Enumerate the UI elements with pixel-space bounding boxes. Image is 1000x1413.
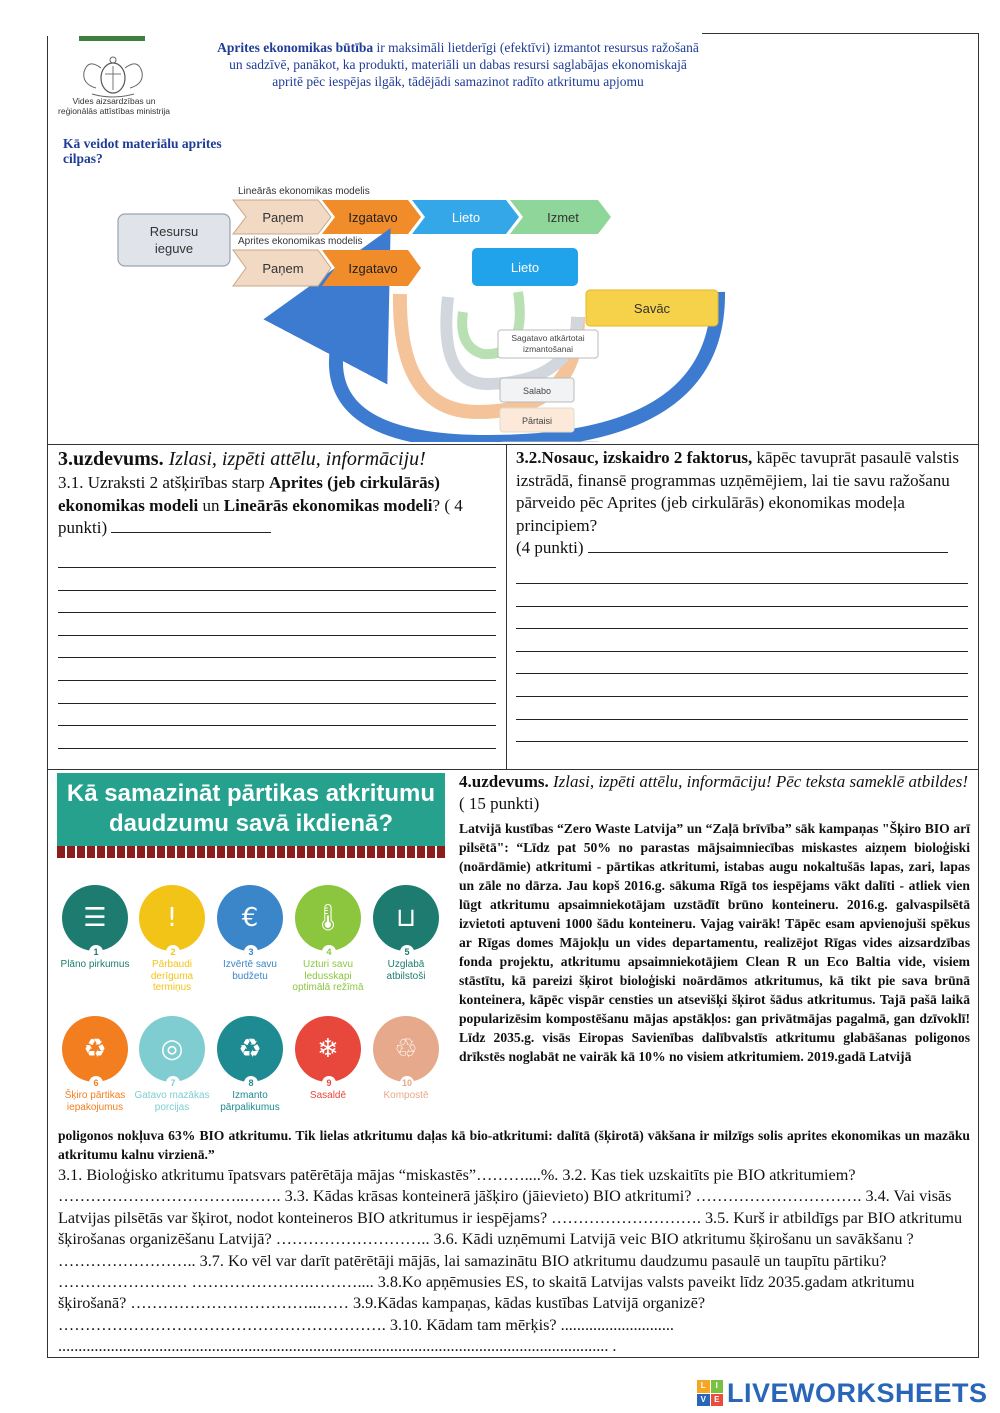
circular-use-label: Lieto: [510, 260, 540, 275]
resource-label-1: Resursu: [149, 224, 199, 239]
loop-reuse-label-2: izmantošanai: [522, 344, 574, 354]
loop-remake-label: Pārtaisi: [521, 416, 553, 426]
loop-repair-label: Salabo: [522, 386, 552, 396]
task-3-1-column: [48, 445, 507, 770]
tip-tile: [212, 885, 288, 982]
tip-tile: [368, 1016, 444, 1102]
q31-part-a: 3.1. Uzraksti 2 atšķirības starp: [58, 473, 265, 492]
answer-3-2-lines: [516, 562, 968, 743]
tip-number: 6: [89, 1076, 103, 1090]
answer-line[interactable]: [58, 546, 496, 569]
answer-line[interactable]: [516, 697, 968, 720]
circular-collect-label: Savāc: [633, 301, 671, 316]
tip-number: 5: [400, 945, 414, 959]
infographic-stripe: [57, 846, 445, 858]
q31-and: un: [202, 495, 220, 515]
answer-line[interactable]: [516, 562, 968, 585]
checklist-icon: ☰ 1: [62, 885, 128, 951]
tip-number: 10: [401, 1078, 412, 1088]
tip-label: Uzglabā atbilstoši: [386, 959, 426, 982]
q32-points: (4 punkti): [516, 538, 584, 557]
tip-label: Pārbaudi derīguma termiņus: [150, 959, 194, 993]
question-3-1: [58, 472, 496, 540]
thermometer-icon: 🌡 4: [295, 885, 361, 951]
snowflake-icon: ❄ 9: [295, 1016, 361, 1082]
tip-label: Izvērtē savu budžetu: [223, 959, 277, 982]
task-4-points: ( 15 punkti): [459, 794, 540, 813]
logo-cell: I: [711, 1380, 724, 1393]
intro-text: [213, 39, 703, 90]
tip-number: 9: [322, 1076, 336, 1090]
task-4-questions[interactable]: 3.1. Bioloģisko atkritumu īpatsvars patērētāja mājas “miskastēs”………....%. 3.2. Kas tiek uzskaitīts pie BIO atkritumiem? ……………………………..……. 3.3. Kādas krāsas konteinerā jāšķiro (jāievieto) BIO atkritumi? …………………………. 3.4. Vai visās Latvijas pilsētās var šķirot, nodot konteineros BIO atkritumus ir iespējams? ………………………. 3.5. Kurš ir atbildīgs par BIO atkritumu šķirošanas organizēšanu Latvijā? ……………………….. 3.6. Kādi uzņēmumi Latvijā veic BIO atkritumu šķirošanu un savākšanu ? …………………….. 3.7. Ko vēl var darīt patērētāji mājās, lai samazinātu BIO atkritumu daudzumu pasaulē un taupītu pārtiku? …………………… ………………….……….... 3.8.Ko apņēmusies ES, to skaitā Latvijas valsts paveikt līdz 2035.gadam atkritumu šķirošanā? ……………………………..…… 3.9.Kādas kampaņas, kādas kustības Latvijā organizē? ……………………………………………………. 3.10. Kādam tam mērķis? ............................ ........................................................................................................................................ .: [58, 1166, 963, 1356]
coat-of-arms-icon: [78, 54, 148, 98]
resource-box: [118, 214, 230, 266]
tip-label: Plāno pirkumus: [60, 959, 130, 970]
tip-tile: [134, 885, 210, 994]
food-waste-infographic: [57, 773, 445, 1123]
tip-tile: [57, 1016, 133, 1113]
tip-tile: [212, 1016, 288, 1113]
task-4-section: [48, 771, 978, 1359]
tip-tile: [290, 885, 366, 994]
linear-take-label: Paņem: [262, 210, 304, 225]
logo-cell: V: [697, 1394, 710, 1407]
task-4-passage: Latvijā kustības “Zero Waste Latvija” un “Zaļā brīvība” sāk kampaņas "Šķiro BIO arī pilsētā": “Līdz pat 50% no parastas mājsaimniecības miskastes aizņem bioloģiski (noārdāmie) atkritumi - pārtikas atkritumi, istabas augu nokaltušās lapas, zari, lapas un zāle no dārza. Jau kopš 2016.g. sākuma Rīgā tos iespējams vākt dalīti - atliek vien lūgt atkritumu apsaimniekotājam uzstādīt brūno konteineru. 2016.g. galvaspilsētā izvietoti aptuveni 1000 šādu konteineru. Vajag vairāk! Tāpēc esam apvienojuši spēkus ar Rīgas domes Mājokļu un vides departamentu, realizējot Rīgas vides aizsardzības fonda projektu, atkritumu apsaimniekotājiem Clean R un Eco Baltia vide, visiem stāstītu, kā pareizi šķirot bioloģiski noārdāmos atkritumus, kā tikt pie sava brūnā konteinera, kāpēc vispār censties un atsevišķi šķirot šādus atkritumus. Tajā pašā laikā popularizēsim kompostēšanu mājas apstākļos: gan privātmājas pagalmā, gan dzīvoklī! Līdz 2035.g. visās Eiropas Savienības dalībvalstīs atkritumu glabāšanas poligonos drīkstēs noglabāt ne vairāk kā 10% no visiem atkritumiem. 2019.gadā Latvijā: [459, 821, 970, 1064]
tip-label: Izmanto pārpalikumus: [220, 1090, 280, 1113]
answer-line[interactable]: [516, 720, 968, 743]
task-3-title: 3.uzdevums.: [58, 448, 164, 470]
tip-label: Gatavo mazākas porcijas: [134, 1090, 210, 1113]
liveworksheets-logo[interactable]: [697, 1378, 988, 1408]
diagram-question: Kā veidot materiālu aprites cilpas?: [63, 136, 222, 166]
task-3-2-column: [507, 445, 978, 770]
logo-mark-icon: [697, 1380, 723, 1406]
answer-line[interactable]: [58, 658, 496, 681]
answer-line[interactable]: [58, 726, 496, 749]
answer-line[interactable]: [58, 681, 496, 704]
jar-icon: ⊔ 5: [373, 885, 439, 951]
q32-text: kāpēc tavuprāt pasaulē valstis izstrādā, finansē programmas uzņēmējiem, lai tie savu ražošanu pārveido pēc Aprites (jeb cirkulārās) ekonomikas modeļa principiem?: [516, 448, 960, 535]
tip-number: 1: [89, 945, 103, 959]
task-3-section: [48, 445, 978, 770]
infographic-title: Kā samazināt pārtikas atkritumu daudzumu savā ikdienā?: [57, 773, 445, 846]
q31-circular-model: Aprites (jeb cirkulārās) ekonomikas modeli: [58, 473, 440, 515]
ministry-color-bar: [79, 36, 145, 41]
tip-label: Uzturi savu ledusskapi optimālā režīmā: [292, 959, 364, 993]
answer-line[interactable]: [58, 568, 496, 591]
answer-line[interactable]: [516, 674, 968, 697]
circular-make-label: Izgatavo: [348, 261, 398, 276]
answer-line[interactable]: [58, 591, 496, 614]
task-4-title: 4.uzdevums.: [459, 772, 549, 791]
ministry-name: Vides aizsardzības un reģionālās attīstības ministrija: [58, 96, 170, 116]
linear-use-label: Lieto: [451, 210, 481, 225]
answer-3-1-lines: [58, 546, 496, 749]
resource-label-2: ieguve: [154, 241, 194, 256]
tip-label: Kompostē: [383, 1090, 429, 1101]
task-3-instruction: Izlasi, izpēti attēlu, informāciju!: [168, 448, 426, 470]
task-4-heading: [459, 771, 974, 815]
recycle-box-icon: ♻ 6: [62, 1016, 128, 1082]
tip-tile: [290, 1016, 366, 1102]
tip-tile: [134, 1016, 210, 1113]
tip-number: 8: [244, 1076, 258, 1090]
tip-number: 7: [166, 1076, 180, 1090]
logo-text: LIVEWORKSHEETS: [727, 1377, 988, 1408]
tip-number: 2: [166, 945, 180, 959]
compost-bin-icon: ♲ 10: [373, 1016, 439, 1082]
answer-line[interactable]: [516, 629, 968, 652]
q31-points: ? ( 4 punkti): [58, 495, 463, 537]
answer-line[interactable]: [516, 607, 968, 630]
linear-model-title: Lineārās ekonomikas modelis: [238, 186, 370, 197]
q32-title: 3.2.Nosauc, izskaidro 2 faktorus,: [516, 448, 753, 467]
q31-linear-model: Lineārās ekonomikas modeli: [223, 495, 433, 515]
answer-line[interactable]: [58, 704, 496, 727]
circular-take-label: Paņem: [262, 261, 304, 276]
answer-3-1-inline[interactable]: [111, 519, 271, 533]
tip-number: 3: [244, 945, 258, 959]
logo-cell: E: [711, 1394, 724, 1407]
answer-line[interactable]: [58, 636, 496, 659]
tip-tile: [368, 885, 444, 982]
task-4-passage-continued: poligonos nokļuva 63% BIO atkritumu. Tik lielas atkritumu daļas kā bio-atkritumi: dalītā (šķirotā) vākšana ir milzīgs solis aprites ekonomikas un mazāku atkritumu kalnu virzienā.”: [58, 1128, 970, 1162]
money-bag-icon: € 3: [217, 885, 283, 951]
answer-3-2-inline[interactable]: [588, 539, 948, 553]
answer-line[interactable]: [58, 613, 496, 636]
tip-tile: [57, 885, 133, 971]
loop-reuse-label-1: Sagatavo atkārtotai: [511, 333, 585, 343]
worksheet: [47, 33, 979, 1358]
top-border-gap: [47, 30, 702, 36]
top-section: [48, 34, 978, 445]
question-3-2: [516, 447, 968, 560]
logo-cell: L: [697, 1380, 710, 1393]
linear-dispose-label: Izmet: [547, 210, 579, 225]
intro-rest: ir maksimāli lietderīgi (efektīvi) izmantot resursus ražošanā un sadzīvē, panākot, ka produkti, materiāli un dabas resursi saglabājas ekonomiskajā apritē pēc iespējas ilgāk, tādējādi samazinot radīto atkritumu apjomu: [229, 40, 699, 89]
circular-model-title: Aprites ekonomikas modelis: [238, 236, 363, 247]
answer-line[interactable]: [516, 584, 968, 607]
linear-make-label: Izgatavo: [348, 210, 398, 225]
tip-label: Šķiro pārtikas iepakojumus: [64, 1090, 126, 1113]
task-3-heading: [58, 447, 496, 472]
task-4-instruction: Izlasi, izpēti attēlu, informāciju! Pēc teksta sameklē atbildes!: [552, 772, 968, 791]
plate-icon: ◎ 7: [139, 1016, 205, 1082]
economy-models-diagram: [108, 142, 738, 442]
answer-line[interactable]: [516, 652, 968, 675]
exclamation-icon: ! 2: [139, 885, 205, 951]
tip-number: 4: [322, 945, 336, 959]
intro-bold: Aprites ekonomikas būtība: [217, 40, 374, 55]
tip-label: Sasaldē: [309, 1090, 347, 1101]
apple-recycle-icon: ♻ 8: [217, 1016, 283, 1082]
